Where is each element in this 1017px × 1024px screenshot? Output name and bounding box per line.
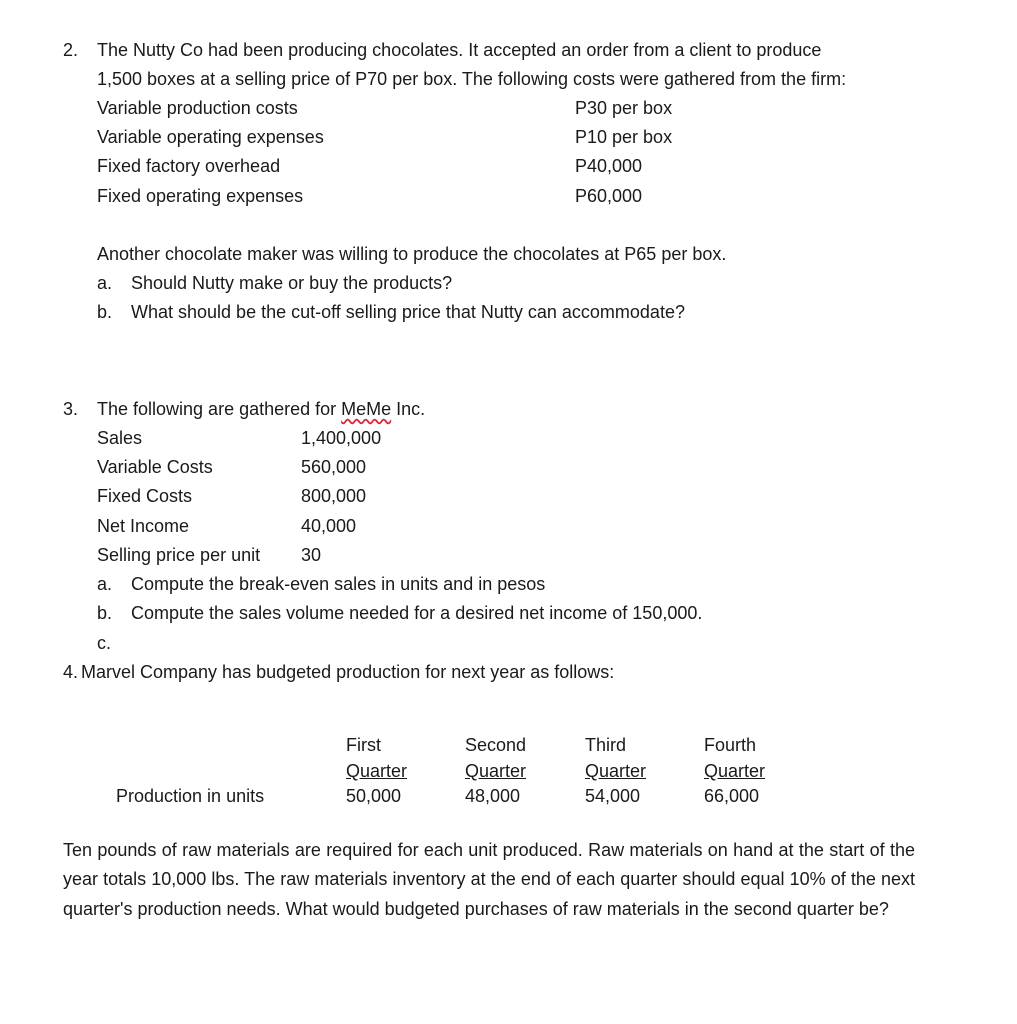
q2-cost-value: P40,000 — [575, 156, 643, 176]
q4-row-label: Production in units — [116, 786, 265, 806]
q4-quarter-value: 48,000 — [465, 786, 521, 806]
q4-quarter-header-bottom: Quarter — [585, 761, 647, 781]
q4-quarter-value: 50,000 — [346, 786, 402, 806]
cropped-previous-line — [0, 0, 1017, 2]
q2-cost-value: P60,000 — [575, 186, 643, 206]
q2-cost-label: Variable operating expenses — [97, 127, 324, 147]
q4-paragraph: Ten pounds of raw materials are required for each unit produced. Raw materials on hand at the start of the year totals 10,000 lbs. The raw materials inventory at the end of each quarter should equal 10% of the next quarter's production needs. What would budgeted purchases of raw materials in the second quarter be? — [63, 840, 915, 919]
q4-quarter-header-bottom: Quarter — [346, 761, 408, 781]
q2-cost-label: Variable production costs — [97, 98, 298, 118]
q3-row-label: Selling price per unit — [97, 545, 261, 565]
q2-question-letter: b. — [97, 302, 113, 322]
q4-quarter-header-top: Fourth — [704, 735, 757, 755]
q4-quarter-header-top: Third — [585, 735, 627, 755]
q3-row-value: 40,000 — [301, 516, 357, 536]
q3-question-text: Compute the break-even sales in units and in pesos — [131, 574, 546, 594]
q2-number: 2. — [63, 40, 79, 60]
q2-cost-value: P30 per box — [575, 98, 673, 118]
q2-intro-line2: 1,500 boxes at a selling price of P70 per box. The following costs were gathered from the firm: — [97, 69, 847, 89]
q3-company-name: MeMe — [341, 399, 392, 419]
q3-row-value: 30 — [301, 545, 322, 565]
q4-quarter-header-top: Second — [465, 735, 527, 755]
q3-number: 3. — [63, 399, 79, 419]
q3-intro-before: The following are gathered for — [97, 399, 342, 419]
q4-intro: Marvel Company has budgeted production for next year as follows: — [81, 662, 615, 682]
q3-row-label: Net Income — [97, 516, 190, 536]
q4-number: 4. — [63, 662, 79, 682]
q4-quarter-value: 66,000 — [704, 786, 760, 806]
q3-row-value: 1,400,000 — [301, 428, 382, 448]
q2-question-text: Should Nutty make or buy the products? — [131, 273, 453, 293]
q3-row-label: Variable Costs — [97, 457, 213, 477]
q2-cost-label: Fixed operating expenses — [97, 186, 304, 206]
q3-row-label: Fixed Costs — [97, 486, 193, 506]
q3-question-letter: c. — [97, 633, 112, 653]
q3-question-letter: b. — [97, 603, 113, 623]
q3-row-value: 560,000 — [301, 457, 367, 477]
q3-row-label: Sales — [97, 428, 143, 448]
q3-question-letter: a. — [97, 574, 113, 594]
q2-question-text: What should be the cut-off selling price that Nutty can accommodate? — [131, 302, 685, 322]
q3-question-text: Compute the sales volume needed for a desired net income of 150,000. — [131, 603, 703, 623]
q3-intro — [97, 398, 425, 420]
q2-question-letter: a. — [97, 273, 113, 293]
q4-quarter-value: 54,000 — [585, 786, 641, 806]
q4-quarter-header-bottom: Quarter — [704, 761, 766, 781]
q3-intro-after: Inc. — [391, 399, 426, 419]
q4-quarter-header-top: First — [346, 735, 381, 755]
q2-cost-value: P10 per box — [575, 127, 673, 147]
q2-offer: Another chocolate maker was willing to produce the chocolates at P65 per box. — [97, 244, 727, 264]
q2-intro-line1: The Nutty Co had been producing chocolates. It accepted an order from a client to produce — [97, 40, 822, 60]
q2-cost-label: Fixed factory overhead — [97, 156, 281, 176]
q4-quarter-header-bottom: Quarter — [465, 761, 527, 781]
q3-row-value: 800,000 — [301, 486, 367, 506]
